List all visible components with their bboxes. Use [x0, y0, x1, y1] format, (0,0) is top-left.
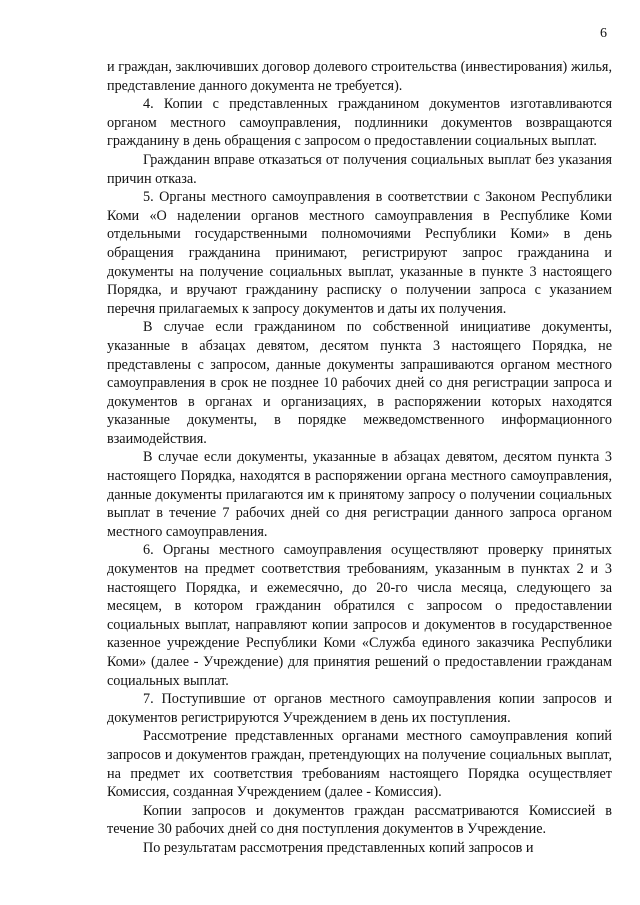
page-number: 6: [600, 26, 607, 41]
paragraph-refusal: Гражданин вправе отказаться от получения социальных выплат без указания причин отказа.: [107, 151, 612, 187]
paragraph-documents-held: В случае если документы, указанные в абзацах девятом, десятом пункта 3 настоящего Порядка, находятся в распоряжении органа местного самоуправления, данные документы прилагаются им к принятому запросу о получении социальных выплат в течение 7 рабочих дней со дня регистрации данного запроса органом местного самоуправления.: [107, 449, 612, 540]
paragraph-commission-review: Рассмотрение представленных органами местного самоуправления копий запросов и документов граждан, претендующих на получение социальных выплат, на предмет их соответствия требованиям настоящего Порядка осуществляет Комиссия, созданная Учреждением (далее - Комиссия).: [107, 728, 612, 801]
paragraph-item-6: 6. Органы местного самоуправления осуществляют проверку принятых документов на предмет соответствия требованиям, указанным в пунктах 2 и 3 настоящего Порядка, и ежемесячно, до 20-го числа месяца, следующего за месяцем, в котором гражданин обратился с запросом о предоставлении социальных выплат, направляют копии запросов и документов в государственное казенное учреждение Республики Коми «Служба единого заказчика Республики Коми» (далее - Учреждение) для принятия решений о предоставлении гражданам социальных выплат.: [107, 542, 612, 689]
paragraph-item-5: 5. Органы местного самоуправления в соответствии с Законом Республики Коми «О наделении органов местного самоуправления в Республике Коми отдельными государственными полномочиями Республики Коми» в день обращения гражданина принимают, регистрируют запрос гражданина и документы на получение социальных выплат, указанные в пункте 3 настоящего Порядка, и вручают гражданину расписку о получении запроса с указанием перечня прилагаемых к запросу документов и даты их получения.: [107, 189, 612, 317]
paragraph-results: По результатам рассмотрения представленных копий запросов и: [143, 839, 534, 856]
paragraph-item-7: 7. Поступившие от органов местного самоуправления копии запросов и документов регистрируются Учреждением в день их поступления.: [107, 691, 612, 726]
document-body: [107, 58, 612, 858]
paragraph-item-4: 4. Копии с представленных гражданином документов изготавливаются органом местного самоуправления, подлинники документов возвращаются гражданину в день обращения с запросом о предоставлении социальных выплат.: [107, 96, 612, 150]
paragraph-own-initiative: В случае если гражданином по собственной инициативе документы, указанные в абзацах девятом, десятом пункта 3 настоящего Порядка, не представлены с запросом, данные документы запрашиваются органом местного самоуправления в срок не позднее 10 рабочих дней со дня регистрации запроса и документов в органах и организациях, в распоряжении которых находятся указанные документы, в порядке межведомственного информационного взаимодействия.: [107, 319, 612, 447]
paragraph-review-period: Копии запросов и документов граждан рассматриваются Комиссией в течение 30 рабочих дней со дня поступления документов в Учреждение.: [107, 802, 612, 838]
paragraph-continuation: и граждан, заключивших договор долевого строительства (инвестирования) жилья, представление данного документа не требуется).: [107, 59, 612, 94]
